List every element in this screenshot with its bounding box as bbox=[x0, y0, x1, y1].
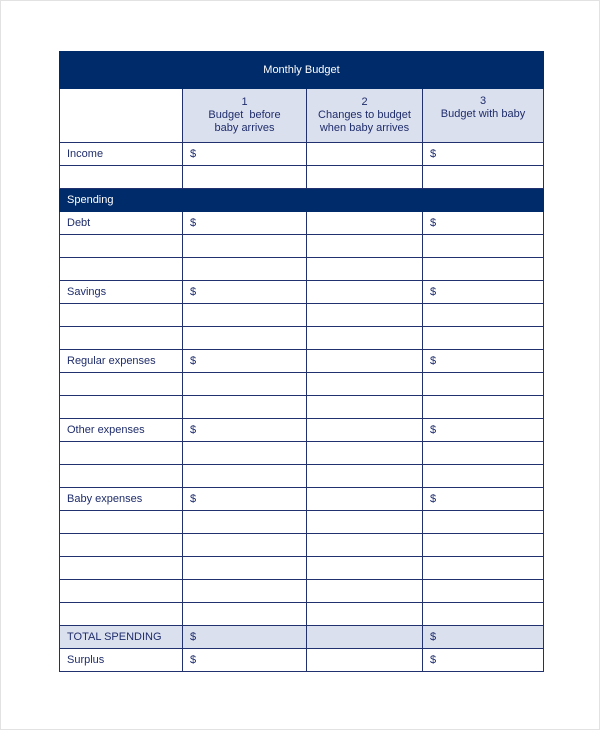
savings-row bbox=[60, 281, 544, 304]
table-cell[interactable] bbox=[60, 373, 183, 396]
regular-expenses-col1-cell[interactable]: $ bbox=[183, 350, 307, 373]
column-label: Budget before bbox=[208, 109, 281, 121]
table-cell[interactable] bbox=[307, 603, 423, 626]
table-cell[interactable] bbox=[183, 557, 307, 580]
table-cell[interactable] bbox=[423, 327, 544, 350]
table-cell[interactable] bbox=[423, 557, 544, 580]
table-row bbox=[60, 304, 544, 327]
table-cell[interactable] bbox=[423, 603, 544, 626]
table-cell[interactable] bbox=[183, 442, 307, 465]
table-cell[interactable] bbox=[423, 373, 544, 396]
table-row bbox=[60, 511, 544, 534]
table-cell[interactable] bbox=[60, 327, 183, 350]
table-cell[interactable] bbox=[60, 235, 183, 258]
table-cell[interactable] bbox=[423, 258, 544, 281]
total-spending-col2-cell[interactable] bbox=[307, 626, 423, 649]
column-label: Changes to budget bbox=[318, 109, 411, 121]
table-cell[interactable] bbox=[183, 465, 307, 488]
savings-col3-cell[interactable]: $ bbox=[423, 281, 544, 304]
surplus-row bbox=[60, 649, 544, 672]
column-label: baby arrives bbox=[214, 122, 275, 134]
debt-col2-cell[interactable] bbox=[307, 212, 423, 235]
other-expenses-col1-cell[interactable]: $ bbox=[183, 419, 307, 442]
table-cell[interactable] bbox=[307, 304, 423, 327]
table-cell[interactable] bbox=[307, 442, 423, 465]
savings-label: Savings bbox=[60, 281, 183, 304]
column-label: when baby arrives bbox=[319, 122, 410, 134]
table-cell[interactable] bbox=[183, 235, 307, 258]
table-cell[interactable] bbox=[423, 511, 544, 534]
spending-section-row bbox=[60, 189, 544, 212]
debt-row bbox=[60, 212, 544, 235]
income-row bbox=[60, 143, 544, 166]
column-number: 1 bbox=[241, 96, 248, 108]
table-row bbox=[60, 442, 544, 465]
column-header-3 bbox=[423, 89, 544, 143]
column-number: 3 bbox=[479, 95, 487, 107]
table-row bbox=[60, 603, 544, 626]
table-cell[interactable] bbox=[307, 235, 423, 258]
table-cell[interactable] bbox=[307, 327, 423, 350]
table-cell[interactable] bbox=[60, 304, 183, 327]
table-cell[interactable] bbox=[307, 465, 423, 488]
income-col3-cell[interactable]: $ bbox=[423, 143, 544, 166]
table-cell[interactable] bbox=[307, 534, 423, 557]
table-cell[interactable] bbox=[183, 396, 307, 419]
table-cell[interactable] bbox=[60, 442, 183, 465]
surplus-col3-cell[interactable]: $ bbox=[423, 649, 544, 672]
table-cell[interactable] bbox=[60, 557, 183, 580]
table-cell[interactable] bbox=[60, 580, 183, 603]
column-header-1 bbox=[183, 89, 307, 143]
table-cell[interactable] bbox=[60, 511, 183, 534]
table-cell[interactable] bbox=[60, 603, 183, 626]
debt-col1-cell[interactable]: $ bbox=[183, 212, 307, 235]
total-spending-col1-cell[interactable]: $ bbox=[183, 626, 307, 649]
debt-label: Debt bbox=[60, 212, 183, 235]
table-cell[interactable] bbox=[60, 465, 183, 488]
total-spending-row bbox=[60, 626, 544, 649]
table-cell[interactable] bbox=[307, 396, 423, 419]
income-col1-cell[interactable]: $ bbox=[183, 143, 307, 166]
table-row bbox=[60, 373, 544, 396]
table-cell[interactable] bbox=[60, 166, 183, 189]
income-label: Income bbox=[60, 143, 183, 166]
table-cell[interactable] bbox=[183, 511, 307, 534]
table-cell[interactable] bbox=[423, 534, 544, 557]
table-cell[interactable] bbox=[183, 534, 307, 557]
table-cell[interactable] bbox=[423, 465, 544, 488]
table-cell[interactable] bbox=[307, 557, 423, 580]
other-expenses-row bbox=[60, 419, 544, 442]
header-blank-cell bbox=[60, 89, 183, 143]
column-number: 2 bbox=[361, 96, 368, 108]
other-expenses-col3-cell[interactable]: $ bbox=[423, 419, 544, 442]
table-cell[interactable] bbox=[423, 580, 544, 603]
income-col2-cell[interactable] bbox=[307, 143, 423, 166]
debt-col3-cell[interactable]: $ bbox=[423, 212, 544, 235]
regular-expenses-col3-cell[interactable]: $ bbox=[423, 350, 544, 373]
table-cell[interactable] bbox=[183, 304, 307, 327]
table-cell[interactable] bbox=[183, 258, 307, 281]
table-cell[interactable] bbox=[183, 373, 307, 396]
total-spending-label: TOTAL SPENDING bbox=[60, 626, 183, 649]
table-cell[interactable] bbox=[183, 603, 307, 626]
spending-header: Spending bbox=[60, 189, 544, 212]
table-cell[interactable] bbox=[307, 166, 423, 189]
table-cell[interactable] bbox=[60, 258, 183, 281]
baby-expenses-col3-cell[interactable]: $ bbox=[423, 488, 544, 511]
table-cell[interactable] bbox=[183, 580, 307, 603]
other-expenses-label: Other expenses bbox=[60, 419, 183, 442]
table-cell[interactable] bbox=[307, 580, 423, 603]
baby-expenses-label: Baby expenses bbox=[60, 488, 183, 511]
monthly-budget-table bbox=[59, 51, 544, 672]
column-label: Budget with baby bbox=[440, 108, 526, 120]
regular-expenses-label: Regular expenses bbox=[60, 350, 183, 373]
table-row bbox=[60, 557, 544, 580]
table-row bbox=[60, 235, 544, 258]
table-cell[interactable] bbox=[183, 327, 307, 350]
baby-expenses-col2-cell[interactable] bbox=[307, 488, 423, 511]
table-cell[interactable] bbox=[183, 166, 307, 189]
surplus-label: Surplus bbox=[60, 649, 183, 672]
regular-expenses-col2-cell[interactable] bbox=[307, 350, 423, 373]
table-row bbox=[60, 396, 544, 419]
savings-col1-cell[interactable]: $ bbox=[183, 281, 307, 304]
table-cell[interactable] bbox=[307, 373, 423, 396]
total-spending-col3-cell[interactable]: $ bbox=[423, 626, 544, 649]
table-cell[interactable] bbox=[423, 304, 544, 327]
table-cell[interactable] bbox=[307, 511, 423, 534]
surplus-col2-cell[interactable] bbox=[307, 649, 423, 672]
table-cell[interactable] bbox=[60, 534, 183, 557]
column-header-2 bbox=[307, 89, 423, 143]
table-row bbox=[60, 258, 544, 281]
column-header-row bbox=[60, 89, 544, 143]
other-expenses-col2-cell[interactable] bbox=[307, 419, 423, 442]
regular-expenses-row bbox=[60, 350, 544, 373]
table-cell[interactable] bbox=[60, 396, 183, 419]
table-row bbox=[60, 166, 544, 189]
table-row bbox=[60, 534, 544, 557]
table-cell[interactable] bbox=[423, 235, 544, 258]
table-cell[interactable] bbox=[423, 442, 544, 465]
baby-expenses-col1-cell[interactable]: $ bbox=[183, 488, 307, 511]
table-cell[interactable] bbox=[423, 166, 544, 189]
table-cell[interactable] bbox=[423, 396, 544, 419]
table-row bbox=[60, 327, 544, 350]
surplus-col1-cell[interactable]: $ bbox=[183, 649, 307, 672]
table-row bbox=[60, 465, 544, 488]
table-title: Monthly Budget bbox=[60, 52, 544, 89]
table-row bbox=[60, 580, 544, 603]
savings-col2-cell[interactable] bbox=[307, 281, 423, 304]
table-cell[interactable] bbox=[307, 258, 423, 281]
baby-expenses-row bbox=[60, 488, 544, 511]
